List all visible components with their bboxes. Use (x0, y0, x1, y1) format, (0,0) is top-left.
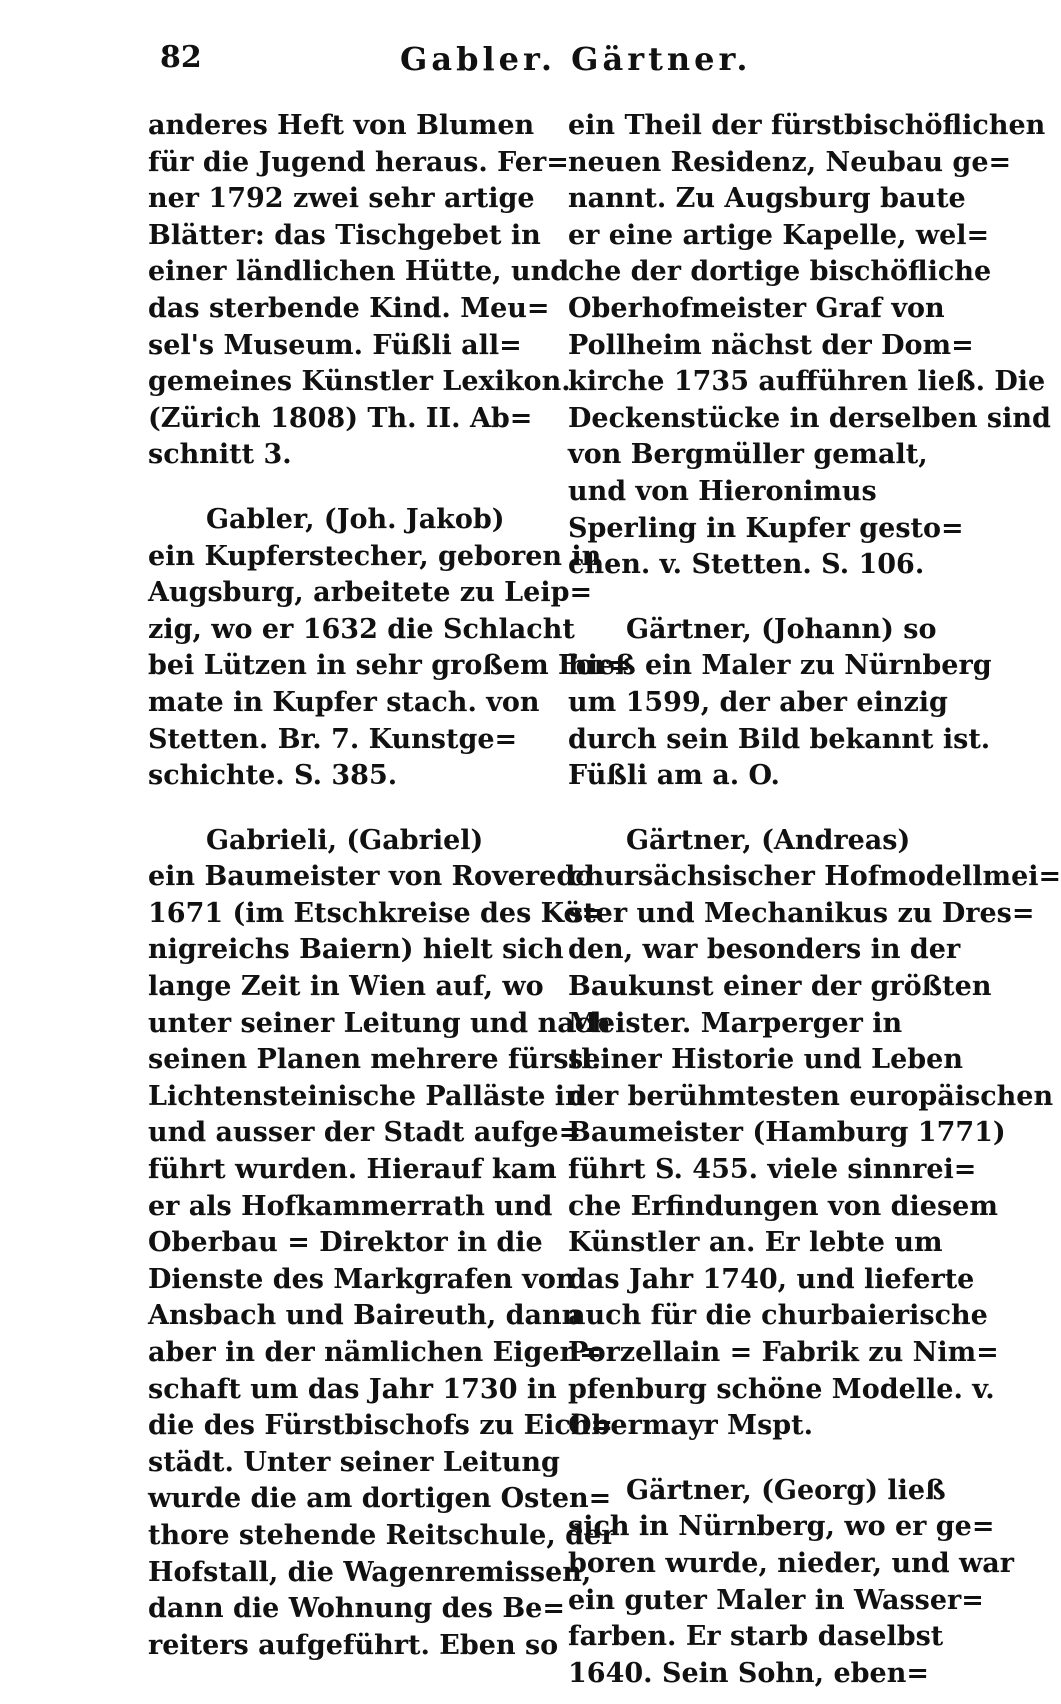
text-line: Gabler, (Joh. Jakob) (206, 503, 505, 535)
text-line: Sperling in Kupfer gesto= (568, 512, 964, 544)
text-line: Oberhofmeister Graf von (568, 292, 945, 324)
text-line: wurde die am dortigen Osten= (148, 1483, 612, 1515)
paragraph-gap (148, 474, 533, 502)
text-line: Stetten. Br. 7. Kunstge= (148, 723, 518, 755)
text-line: chursächsischer Hofmodellmei= (568, 861, 1061, 893)
text-line: unter seiner Leitung und nach (148, 1007, 611, 1039)
text-line: einer ländlichen Hütte, und (148, 256, 570, 288)
text-line: ein guter Maler in Wasser= (568, 1584, 984, 1616)
text-line: (Zürich 1808) Th. II. Ab= (148, 402, 533, 434)
left-column (148, 108, 631, 1664)
text-line: gemeines Künstler Lexikon. (148, 366, 571, 398)
text-line: mate in Kupfer stach. von (148, 686, 540, 718)
text-line: nigreichs Baiern) hielt sich (148, 934, 564, 966)
text-line: sich in Nürnberg, wo er ge= (568, 1511, 995, 1543)
text-line: Lichtensteinische Palläste in (148, 1080, 585, 1112)
text-line: che der dortige bischöfliche (568, 256, 992, 288)
text-line: kirche 1735 aufführen ließ. Die (568, 366, 1046, 398)
text-line: chen. v. Stetten. S. 106. (568, 549, 925, 581)
text-line: das Jahr 1740, und lieferte (568, 1263, 975, 1295)
text-line: reiters aufgeführt. Eben so (148, 1629, 559, 1661)
text-line: das sterbende Kind. Meu= (148, 292, 550, 324)
text-line: Meister. Marperger in (568, 1007, 903, 1039)
text-line: seinen Planen mehrere fürstl. (148, 1044, 601, 1076)
paragraph-gap (148, 795, 533, 823)
text-line: farben. Er starb daselbst (568, 1621, 944, 1653)
text-line: städt. Unter seiner Leitung (148, 1446, 560, 1478)
text-line: sel's Museum. Füßli all= (148, 329, 522, 361)
text-line: lange Zeit in Wien auf, wo (148, 971, 544, 1003)
text-line: thore stehende Reitschule, der (148, 1519, 616, 1551)
text-line: den, war besonders in der (568, 934, 961, 966)
paragraph-gap (568, 1445, 953, 1473)
text-line: Ansbach und Baireuth, dann (148, 1300, 582, 1332)
right-column (568, 108, 1061, 1692)
text-line: durch sein Bild bekannt ist. (568, 723, 991, 755)
text-line: boren wurde, nieder, und war (568, 1547, 1014, 1579)
text-line: Baukunst einer der größten (568, 971, 992, 1003)
text-line: Obermayr Mspt. (568, 1410, 814, 1442)
running-head: Gabler. Gärtner. (400, 40, 752, 78)
text-line: che Erfindungen von diesem (568, 1190, 998, 1222)
text-line: aber in der nämlichen Eigen= (148, 1337, 602, 1368)
text-line: von Bergmüller gemalt, (568, 439, 928, 471)
text-line: und ausser der Stadt aufge= (148, 1117, 582, 1149)
text-line: um 1599, der aber einzig (568, 686, 948, 718)
text-line: schichte. S. 385. (148, 760, 398, 792)
text-line: ster und Mechanikus zu Dres= (568, 897, 1035, 929)
text-line: ein Baumeister von Roveredo (148, 861, 594, 893)
text-line: für die Jugend heraus. Fer= (148, 146, 569, 178)
text-line: Hofstall, die Wagenremissen, (148, 1556, 592, 1588)
text-line: Gärtner, (Johann) so (626, 613, 937, 645)
text-line: Blätter: das Tischgebet in (148, 219, 541, 251)
paragraph-gap (568, 584, 953, 612)
text-line: ein Theil der fürstbischöflichen (568, 110, 1046, 141)
page-number: 82 (160, 40, 202, 75)
paragraph-gap (568, 795, 953, 823)
text-line: und von Hieronimus (568, 475, 877, 507)
text-line: 1640. Sein Sohn, eben= (568, 1657, 929, 1689)
text-line: Künstler an. Er lebte um (568, 1227, 943, 1259)
text-line: dann die Wohnung des Be= (148, 1593, 565, 1625)
text-line: ner 1792 zwei sehr artige (148, 183, 535, 215)
text-line: bei Lützen in sehr großem For= (148, 650, 631, 682)
text-line: Gärtner, (Georg) ließ (626, 1474, 946, 1506)
text-line: schaft um das Jahr 1730 in (148, 1373, 557, 1405)
text-line: Porzellain = Fabrik zu Nim= (568, 1337, 999, 1368)
text-line: auch für die churbaierische (568, 1300, 988, 1332)
text-line: Füßli am a. O. (568, 760, 780, 792)
text-line: die des Fürstbischofs zu Eich= (148, 1410, 614, 1442)
text-line: seiner Historie und Leben (568, 1044, 963, 1076)
text-line: Gärtner, (Andreas) (626, 824, 911, 856)
text-line: Deckenstücke in derselben sind (568, 402, 1051, 434)
text-line: neuen Residenz, Neubau ge= (568, 146, 1012, 178)
text-line: Dienste des Markgrafen von (148, 1263, 576, 1295)
text-line: Baumeister (Hamburg 1771) (568, 1117, 1006, 1149)
text-line: führt S. 455. viele sinnrei= (568, 1154, 977, 1186)
text-line: schnitt 3. (148, 439, 292, 471)
text-line: pfenburg schöne Modelle. v. (568, 1373, 995, 1405)
text-line: er eine artige Kapelle, wel= (568, 219, 990, 251)
text-line: zig, wo er 1632 die Schlacht (148, 613, 575, 645)
text-line: hieß ein Maler zu Nürnberg (568, 650, 992, 682)
text-line: er als Hofkammerrath und (148, 1190, 553, 1222)
text-line: ein Kupferstecher, geboren in (148, 540, 602, 572)
text-line: führt wurden. Hierauf kam (148, 1154, 557, 1186)
text-line: Oberbau = Direktor in die (148, 1227, 543, 1259)
text-line: der berühmtesten europäischen (568, 1080, 1054, 1112)
text-line: Gabrieli, (Gabriel) (206, 824, 484, 856)
text-line: anderes Heft von Blumen (148, 110, 535, 141)
text-line: Pollheim nächst der Dom= (568, 329, 974, 361)
text-line: Augsburg, arbeitete zu Leip= (148, 577, 593, 609)
text-line: 1671 (im Etschkreise des Kö= (148, 897, 605, 929)
text-line: nannt. Zu Augsburg baute (568, 183, 966, 215)
